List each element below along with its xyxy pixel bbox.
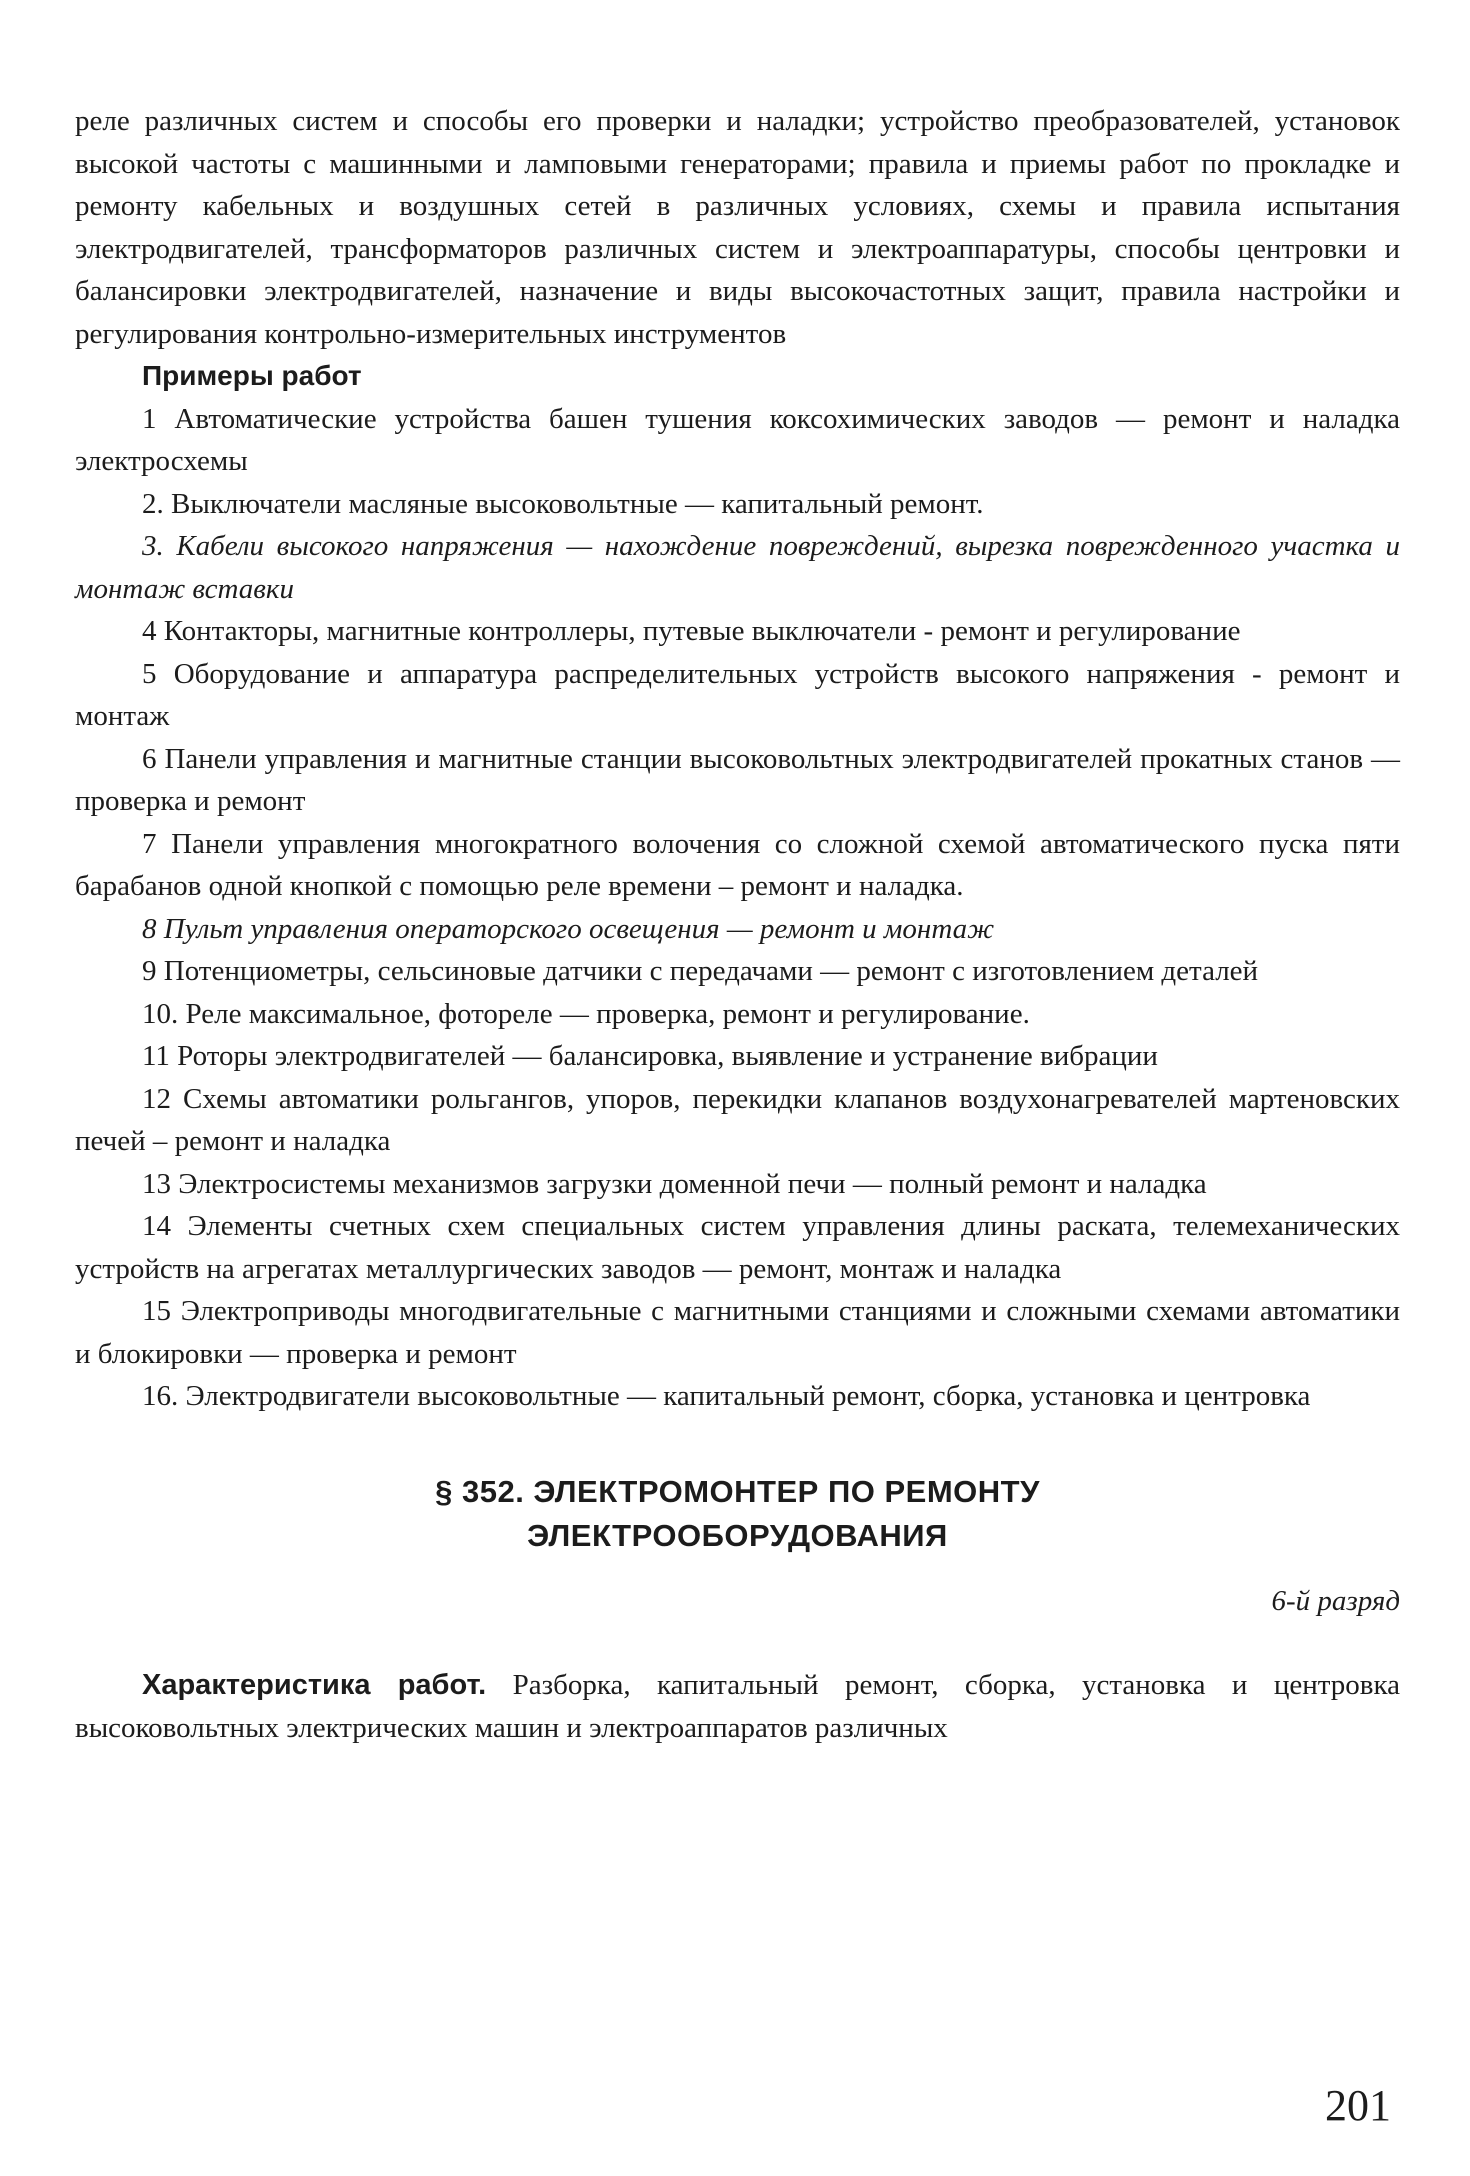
example-item-2: 2. Выключатели масляные высоковольтные — капитальный ремонт. xyxy=(142,487,984,520)
example-item-1: 1 Автоматические устройства башен тушения коксохимических заводов — ремонт и наладка электросхемы xyxy=(75,402,1400,477)
work-characteristics-label: Характеристика работ. xyxy=(142,1669,487,1701)
example-item-6: 6 Панели управления и магнитные станции высоковольтных электродвигателей прокатных станов — проверка и ремонт xyxy=(75,742,1400,817)
page-number: 201 xyxy=(1325,2081,1391,2130)
work-characteristics-text: Разборка, капитальный ремонт, сборка, установка и центровка высоковольтных электрических машин и электроаппаратов различных xyxy=(75,1669,1401,1744)
examples-heading: Примеры работ xyxy=(142,360,362,391)
example-item-13: 13 Электросистемы механизмов загрузки доменной печи — полный ремонт и наладка xyxy=(142,1167,1207,1200)
grade-label: 6-й разряд xyxy=(1271,1584,1400,1617)
work-characteristics-paragraph xyxy=(75,1664,1400,1749)
example-item-4: 4 Контакторы, магнитные контроллеры, путевые выключатели - ремонт и регулирование xyxy=(142,615,1241,647)
example-item-10: 10. Реле максимальное, фотореле — проверка, ремонт и регулирование. xyxy=(142,997,1030,1030)
example-item-12: 12 Схемы автоматики рольгангов, упоров, перекидки клапанов воздухонагревателей мартеновских печей – ремонт и наладка xyxy=(75,1082,1400,1157)
example-item-8: 8 Пульт управления операторского освещения — ремонт и монтаж xyxy=(142,912,995,945)
example-item-7: 7 Панели управления многократного волочения со сложной схемой автоматического пуска пяти барабанов одной кнопкой с помощью реле времени – ремонт и наладка. xyxy=(75,827,1400,902)
example-item-11: 11 Роторы электродвигателей — балансировка, выявление и устранение вибрации xyxy=(142,1040,1158,1072)
section-title xyxy=(75,1470,1400,1558)
example-item-5: 5 Оборудование и аппаратура распределительных устройств высокого напряжения - ремонт и монтаж xyxy=(75,657,1400,732)
example-item-9: 9 Потенциометры, сельсиновые датчики с передачами — ремонт с изготовлением деталей xyxy=(142,955,1259,987)
example-item-16: 16. Электродвигатели высоковольтные — капитальный ремонт, сборка, установка и центровка xyxy=(142,1380,1311,1412)
section-title-line-1: § 352. ЭЛЕКТРОМОНТЕР ПО РЕМОНТУ xyxy=(435,1473,1040,1509)
section-title-line-2: ЭЛЕКТРООБОРУДОВАНИЯ xyxy=(527,1517,948,1553)
example-item-3: 3. Кабели высокого напряжения — нахождение повреждений, вырезка поврежденного участка и монтаж вставки xyxy=(75,530,1400,605)
examples-list xyxy=(75,398,1400,1418)
example-item-14: 14 Элементы счетных схем специальных систем управления длины раската, телемеханических устройств на агрегатах металлургических заводов — ремонт, монтаж и наладка xyxy=(75,1210,1400,1285)
intro-paragraph: реле различных систем и способы его проверки и наладки; устройство преобразователей, установок высокой частоты с машинными и ламповыми генераторами; правила и приемы работ по прокладке и ремонту кабельных и воздушных сетей в различных условиях, схемы и правила испытания электродвигателей, трансформаторов различных систем и электроаппаратуры, способы центровки и балансировки электродвигателей, назначение и виды высокочастотных защит, правила настройки и регулирования контрольно-измерительных инструментов xyxy=(75,105,1400,350)
document-page xyxy=(75,100,1400,1749)
example-item-15: 15 Электроприводы многодвигательные с магнитными станциями и сложными схемами автоматики и блокировки — проверка и ремонт xyxy=(75,1295,1400,1370)
